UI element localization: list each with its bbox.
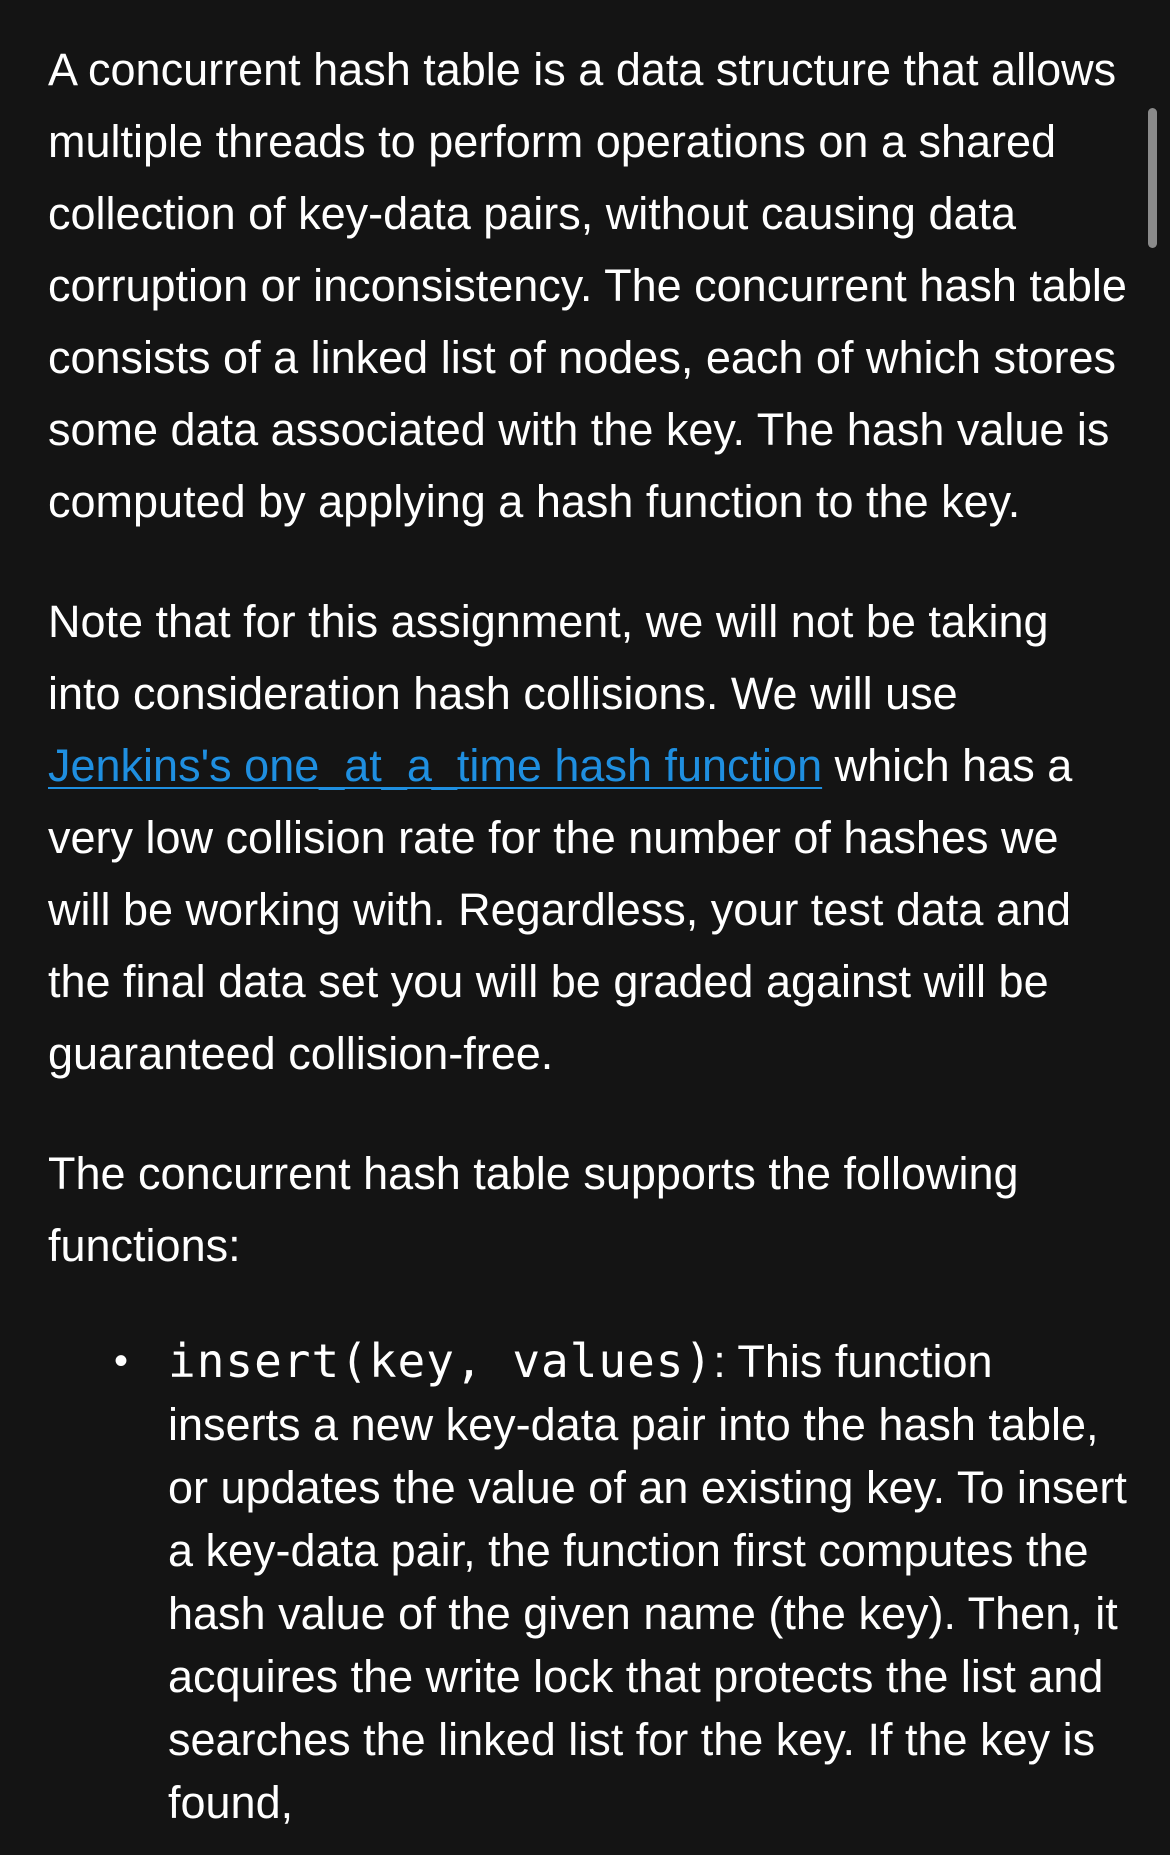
article-body [48, 34, 1128, 1834]
insert-function-description: : This function inserts a new key-data pair into the hash table, or updates the value of an existing key. To insert a key-data pair, the function first computes the hash value of the given name (the key). Then, it acquires the write lock that protects the list and searches the linked list for the key. If the key is found, [168, 1336, 1127, 1828]
functions-list [48, 1330, 1128, 1834]
list-item [114, 1330, 1128, 1834]
collision-text-after: which has a very low collision rate for the number of hashes we will be working with. Regardless, your test data and the final data set you will be graded against will be guaranteed collision-free. [48, 740, 1073, 1079]
insert-function-code: insert(key, values) [168, 1334, 714, 1388]
scrollbar-thumb[interactable] [1148, 108, 1157, 248]
bullet-icon: • [114, 1339, 129, 1383]
jenkins-hash-link[interactable]: Jenkins's one_at_a_time hash function [48, 740, 823, 791]
collision-text-before: Note that for this assignment, we will not be taking into consideration hash collisions. We will use [48, 596, 1049, 719]
functions-intro-paragraph: The concurrent hash table supports the following functions: [48, 1148, 1019, 1271]
intro-paragraph: A concurrent hash table is a data structure that allows multiple threads to perform operations on a shared collection of key-data pairs, without causing data corruption or inconsistency. The concurrent hash table consists of a linked list of nodes, each of which stores some data associated with the key. The hash value is computed by applying a hash function to the key. [48, 44, 1127, 527]
collision-paragraph [48, 586, 1128, 1090]
